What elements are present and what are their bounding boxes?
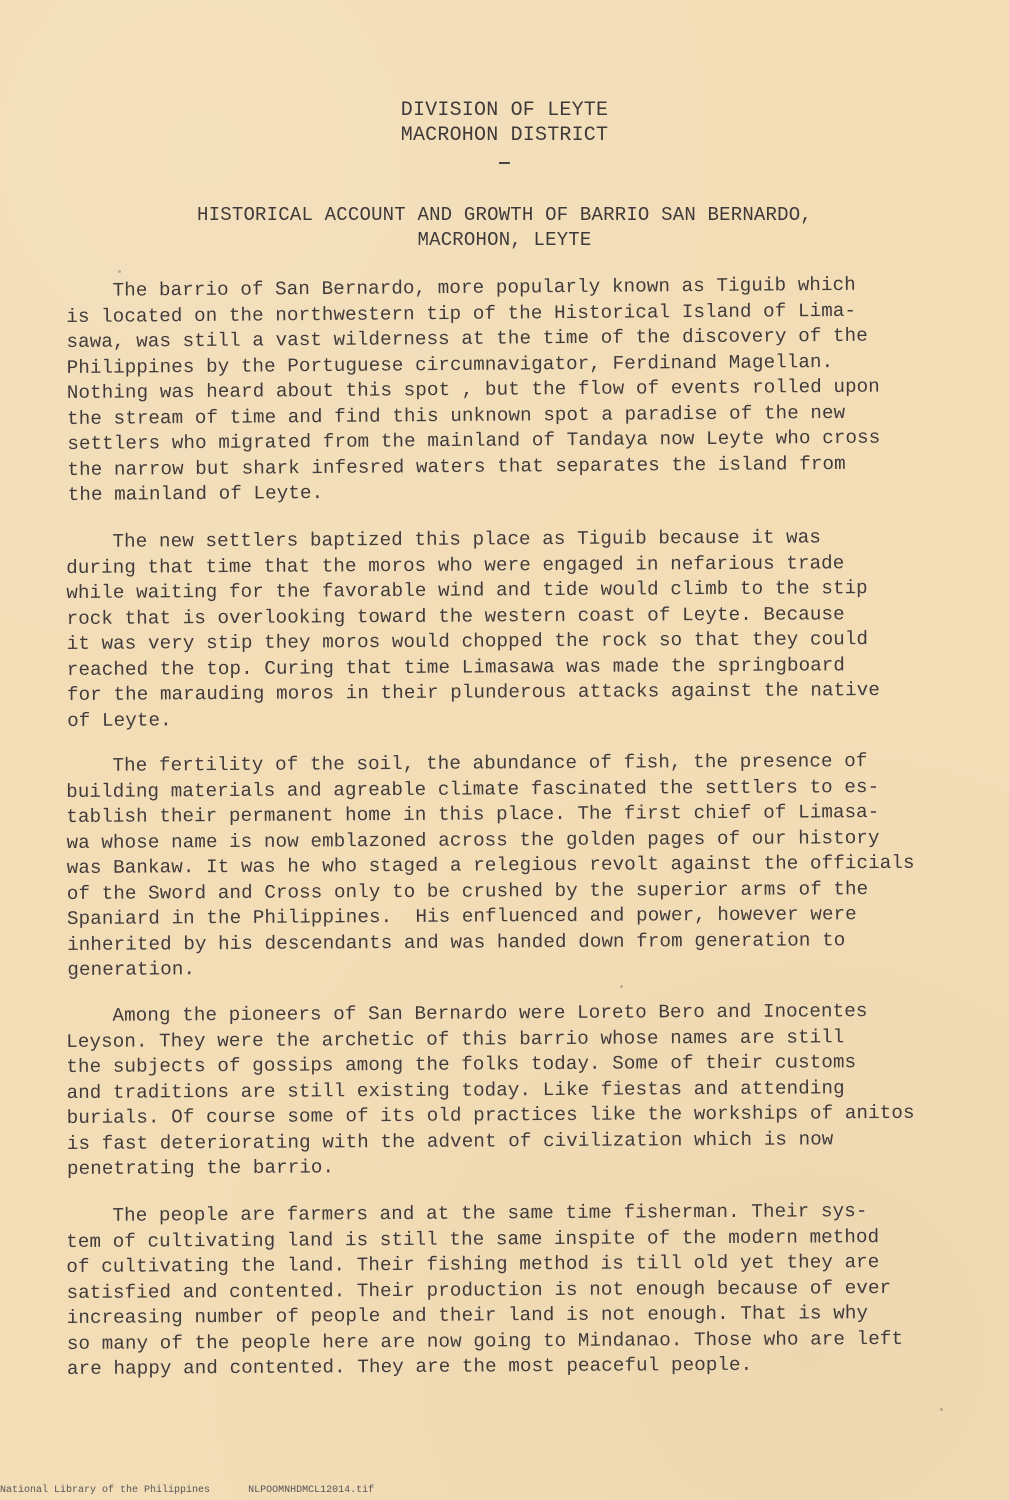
paragraph-line: tablish their permanent home in this place. The first chief of Limasa-: [66, 801, 880, 828]
paragraph-line: the narrow but shark infesred waters that separates the island from: [67, 452, 846, 481]
paragraph-line: satisfied and contented. Their production is not enough because of ever: [66, 1276, 892, 1304]
paragraph-line: is located on the northwestern tip of the Historical Island of Lima-: [66, 299, 857, 328]
paragraph-line: the subjects of gossips among the folks today. Some of their customs: [66, 1051, 857, 1078]
paragraph-4: [66, 999, 967, 1183]
paragraph-line: wa whose name is now emblazoned across the golden pages of our history: [66, 826, 880, 854]
paragraph-line: Spaniard in the Philippines. His enfluenced and power, however were: [66, 903, 857, 930]
paragraph-line: rock that is overlooking toward the western coast of Leyte. Because: [66, 602, 845, 630]
paragraph-line: of cultivating the land. Their fishing method is till old yet they are: [66, 1251, 880, 1278]
paragraph-line: reached the top. Curing that time Limasawa was made the springboard: [66, 653, 846, 681]
paragraph-line: while waiting for the favorable wind and tide would climb to the stip: [66, 577, 868, 604]
paragraph-line: is fast deteriorating with the advent of civilization which is now: [66, 1127, 834, 1155]
paragraph-line: penetrating the barrio.: [66, 1156, 335, 1180]
paragraph-line: increasing number of people and their land is not enough. That is why: [66, 1302, 869, 1329]
paragraph-line: it was very stip they moros would chopped the rock so that they could: [66, 628, 869, 655]
paragraph-line: Leyson. They were the archetic of this barrio whose names are still: [66, 1025, 845, 1053]
paragraph-line: building materials and agreable climate fascinated the settlers to es-: [66, 775, 880, 803]
paragraph-line: The people are farmers and at the same time fisherman. Their sys-: [66, 1200, 868, 1227]
paragraph-2: [66, 525, 967, 734]
paragraph-line: Nothing was heard about this spot , but the flow of events rolled upon: [66, 375, 880, 404]
paragraph-line: of Leyte.: [67, 708, 172, 732]
paragraph-line: during that time that the moros who were engaged in nefarious trade: [66, 551, 845, 579]
paragraph-line: was Bankaw. It was he who staged a relegious revolt against the officials: [66, 851, 915, 879]
paragraph-line: Philippines by the Portuguese circumnavigator, Ferdinand Magellan.: [66, 350, 834, 379]
paragraph-line: burials. Of course some of its old practices like the workships of anitos: [66, 1101, 915, 1129]
paragraph-line: and traditions are still existing today. Like fiestas and attending: [66, 1076, 845, 1104]
paragraph-line: The barrio of San Bernardo, more popularly known as Tiguib which: [66, 273, 856, 302]
paragraph-line: for the marauding moros in their plunderous attacks against the native: [66, 679, 881, 706]
paragraph-line: the stream of time and find this unknown spot a paradise of the new: [67, 401, 846, 430]
paragraph-line: sawa, was still a vast wilderness at the time of the discovery of the: [66, 324, 868, 353]
paper-speck: [118, 270, 121, 273]
district-title: MACROHON DISTRICT: [400, 124, 609, 147]
paper-speck: [620, 985, 623, 988]
paragraph-3: [66, 749, 967, 984]
paragraph-line: are happy and contented. They are the most peaceful people.: [66, 1353, 753, 1380]
paragraph-line: tem of cultivating land is still the same inspite of the modern method: [66, 1225, 880, 1253]
subtitle-line-2: MACROHON, LEYTE: [417, 229, 592, 251]
paragraph-1: [66, 272, 968, 509]
paragraph-line: inherited by his descendants and was handed down from generation to: [67, 928, 846, 956]
document-header: [0, 98, 1009, 164]
division-title: DIVISION OF LEYTE: [400, 99, 609, 122]
paragraph-line: The new settlers baptized this place as Tiguib because it was: [66, 526, 822, 553]
scan-footer: [0, 1482, 1009, 1500]
paragraph-5: [66, 1199, 967, 1383]
paragraph-line: Among the pioneers of San Bernardo were Loreto Bero and Inocentes: [66, 1000, 868, 1027]
footer-library-name: National Library of the Philippines: [0, 1485, 211, 1496]
subtitle-line-1: HISTORICAL ACCOUNT AND GROWTH OF BARRIO SAN BERNARDO,: [197, 204, 812, 226]
footer-file-name: NLPOOMNHDMCL12014.tif: [248, 1485, 375, 1496]
header-dash: [499, 162, 510, 164]
paragraph-line: generation.: [67, 958, 196, 981]
paper-speck: [940, 1408, 943, 1411]
paragraph-line: settlers who migrated from the mainland of Tandaya now Leyte who cross: [67, 426, 881, 455]
paragraph-line: so many of the people here are now going to Mindanao. Those who are left: [66, 1327, 904, 1355]
paragraph-line: the mainland of Leyte.: [67, 481, 324, 506]
document-subtitle: [0, 203, 1009, 253]
paragraph-line: The fertility of the soil, the abundance of fish, the presence of: [66, 750, 868, 777]
paragraph-line: of the Sword and Cross only to be crushed by the superior arms of the: [66, 877, 869, 905]
